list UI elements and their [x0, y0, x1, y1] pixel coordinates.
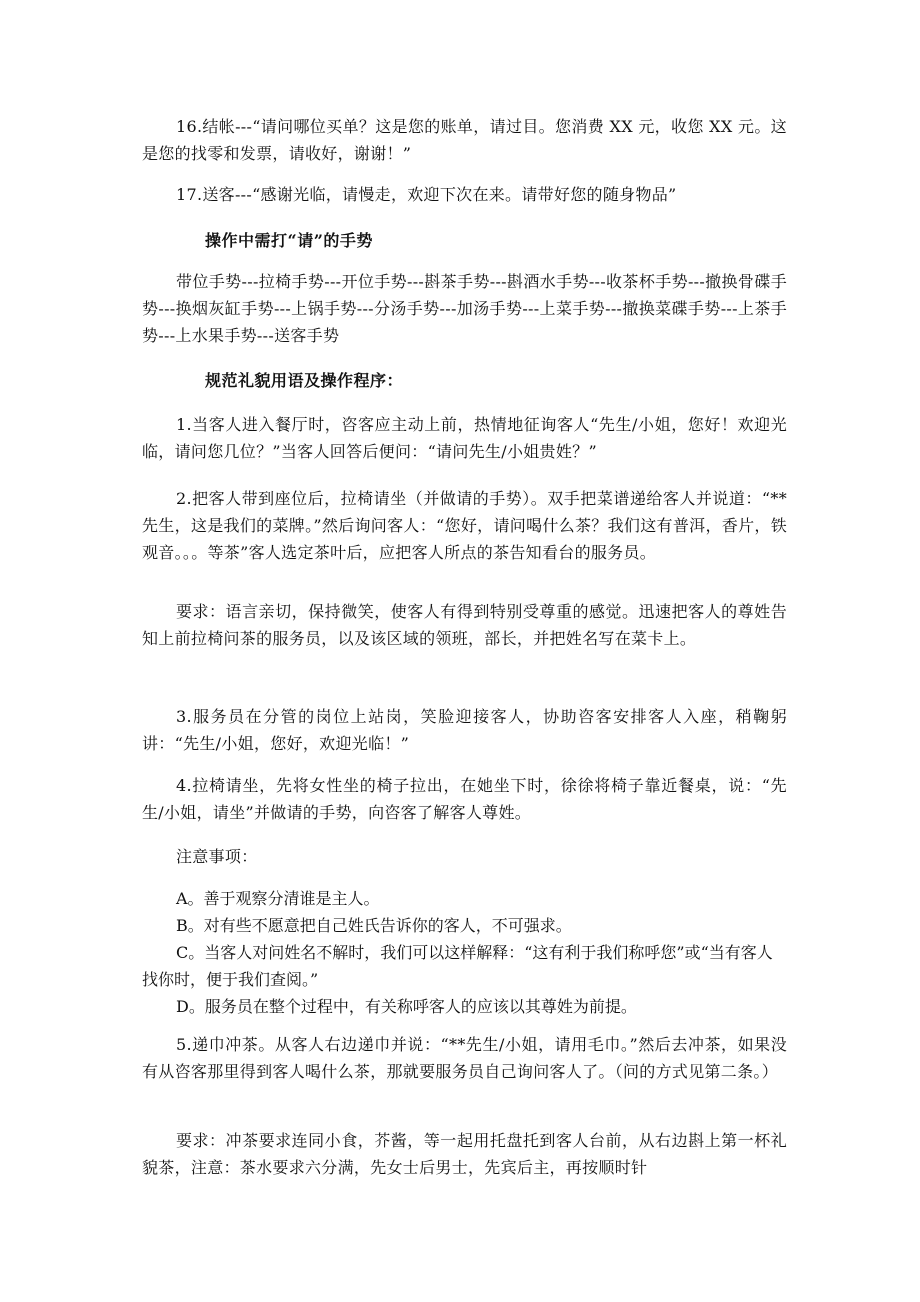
- paragraph-requirement-2: 要求：冲茶要求连同小食，芥酱，等一起用托盘托到客人台前，从右边斟上第一杯礼貌茶，注意：茶水要求六分满，先女士后男士，先宾后主，再按顺时针: [142, 1131, 787, 1177]
- notes-list: [142, 885, 787, 1020]
- paragraph-step-2: 2.把客人带到座位后，拉椅请坐（并做请的手势）。双手把菜谱递给客人并说道：“**先生，这是我们的菜牌。”然后询问客人：“您好，请问喝什么茶？我们这有普洱，香片，铁观音。。。等茶”客人选定茶叶后，应把客人所点的茶告知看台的服务员。: [142, 489, 787, 562]
- paragraph-requirement-1: 要求：语言亲切，保持微笑，使客人有得到特别受尊重的感觉。迅速把客人的尊姓告知上前拉椅问茶的服务员，以及该区域的领班，部长，并把姓名写在菜卡上。: [142, 602, 787, 648]
- notes-title: 注意事项：: [176, 847, 258, 866]
- note-item-a: A。善于观察分清谁是主人。: [176, 889, 380, 908]
- heading-please-gestures: 操作中需打“请”的手势: [205, 231, 373, 250]
- note-item-c: C。当客人对问姓名不解时，我们可以这样解释：“这有利于我们称呼您”或“当有客人找你时，便于我们查阅。”: [142, 943, 773, 989]
- paragraph-farewell: 17.送客---“感谢光临，请慢走，欢迎下次在来。请带好您的随身物品”: [176, 185, 677, 204]
- paragraph-gesture-list: 带位手势---拉椅手势---开位手势---斟茶手势---斟酒水手势---收茶杯手势---撤换骨碟手势---换烟灰缸手势---上锅手势---分汤手势---加汤手势---上菜手势---撤换菜碟手势---上茶手势---上水果手势---送客手势: [142, 272, 787, 345]
- note-item-b: B。对有些不愿意把自己姓氏告诉你的客人，不可强求。: [176, 916, 572, 935]
- paragraph-step-4: 4.拉椅请坐，先将女性坐的椅子拉出，在她坐下时，徐徐将椅子靠近餐桌，说：“先生/小姐，请坐”并做请的手势，向咨客了解客人尊姓。: [142, 776, 787, 822]
- paragraph-step-3: 3.服务员在分管的岗位上站岗，笑脸迎接客人，协助咨客安排客人入座，稍鞠躬讲：“先生/小姐，您好，欢迎光临！”: [142, 707, 787, 753]
- paragraph-checkout: 16.结帐---“请问哪位买单？这是您的账单，请过目。您消费 XX 元，收您 XX 元。这是您的找零和发票，请收好，谢谢！”: [142, 117, 787, 163]
- paragraph-step-5: 5.递巾冲茶。从客人右边递巾并说：“**先生/小姐，请用毛巾。”然后去冲茶，如果没有从咨客那里得到客人喝什么茶，那就要服务员自己询问客人了。（问的方式见第二条。）: [142, 1035, 787, 1081]
- paragraph-step-1: 1.当客人进入餐厅时，咨客应主动上前，热情地征询客人“先生/小姐，您好！欢迎光临，请问您几位？”当客人回答后便问：“请问先生/小姐贵姓？”: [142, 415, 787, 461]
- note-item-d: D。服务员在整个过程中，有关称呼客人的应该以其尊姓为前提。: [176, 997, 637, 1016]
- heading-etiquette-procedures: 规范礼貌用语及操作程序：: [205, 371, 404, 390]
